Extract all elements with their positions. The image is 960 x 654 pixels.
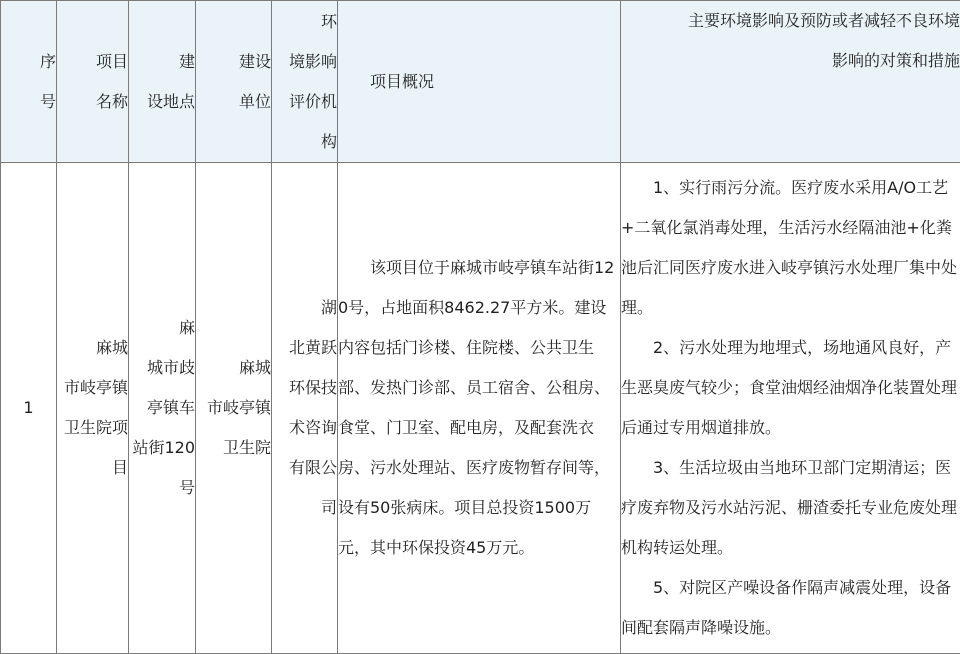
measure-item-3: 3、生活垃圾由当地环卫部门定期清运；医疗废弃物及污水站污泥、栅渣委托专业危废处理机构转运处理。 xyxy=(621,448,960,568)
header-overview: 项目概况 xyxy=(338,1,621,163)
cell-eia-agency: 湖 北黄跃 环保技 术咨询 有限公 司 xyxy=(272,163,338,654)
cell-project-name: 麻城 市岐亭镇 卫生院项 目 xyxy=(57,163,129,654)
header-eia-agency: 环 境影响 评价机 构 xyxy=(272,1,338,163)
table-row xyxy=(1,163,960,654)
cell-location: 麻 城市歧 亭镇车 站街120 号 xyxy=(129,163,196,654)
cell-overview: 该项目位于麻城市岐亭镇车站街120号，占地面积8462.27平方米。建设内容包括门诊楼、住院楼、公共卫生部、发热门诊部、员工宿舍、公租房、食堂、门卫室、配电房，及配套洗衣房、污水处理站、医疗废物暂存间等，设有50张病床。项目总投资1500万元，其中环保投资45万元。 xyxy=(338,163,621,654)
header-measures: 主要环境影响及预防或者减轻不良环境 影响的对策和措施 xyxy=(621,1,960,163)
header-row xyxy=(1,1,960,163)
header-location: 建 设地点 xyxy=(129,1,196,163)
cell-seq: 1 xyxy=(1,163,57,654)
measure-item-5: 5、对院区产噪设备作隔声减震处理，设备间配套隔声降噪设施。 xyxy=(621,568,960,648)
header-builder: 建设 单位 xyxy=(196,1,272,163)
cell-builder: 麻城 市岐亭镇 卫生院 xyxy=(196,163,272,654)
header-seq: 序 号 xyxy=(1,1,57,163)
header-project-name: 项目 名称 xyxy=(57,1,129,163)
measure-item-1: 1、实行雨污分流。医疗废水采用A/O工艺+二氧化氯消毒处理，生活污水经隔油池+化粪池后汇同医疗废水进入岐亭镇污水处理厂集中处理。 xyxy=(621,168,960,328)
measure-item-2: 2、污水处理为地埋式，场地通风良好，产生恶臭废气较少；食堂油烟经油烟净化装置处理后通过专用烟道排放。 xyxy=(621,328,960,448)
cell-measures xyxy=(621,163,960,654)
